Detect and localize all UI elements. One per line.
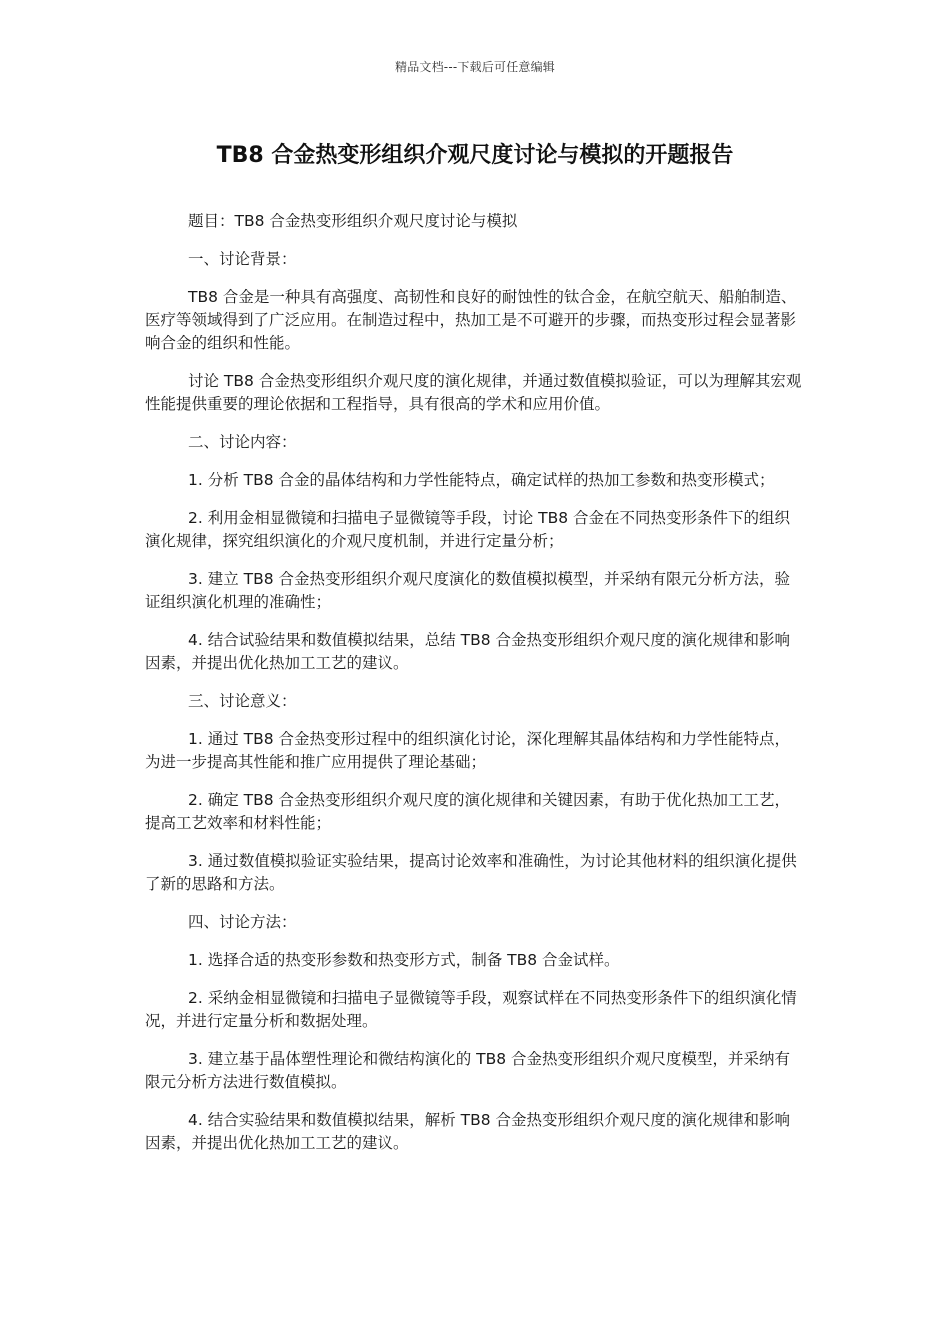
- content-item: 2. 利用金相显微镜和扫描电子显微镜等手段，讨论 TB8 合金在不同热变形条件下的组织演化规律，探究组织演化的介观尺度机制，并进行定量分析；: [145, 509, 791, 550]
- significance-item: 3. 通过数值模拟验证实验结果，提高讨论效率和准确性，为讨论其他材料的组织演化提供了新的思路和方法。: [145, 852, 797, 893]
- section-heading-significance: 三、讨论意义：: [188, 692, 297, 710]
- method-item: 1. 选择合适的热变形参数和热变形方式，制备 TB8 合金试样。: [188, 951, 620, 969]
- content-item: 4. 结合试验结果和数值模拟结果，总结 TB8 合金热变形组织介观尺度的演化规律和影响因素，并提出优化热加工工艺的建议。: [145, 631, 791, 672]
- content-item: 3. 建立 TB8 合金热变形组织介观尺度演化的数值模拟模型，并采纳有限元分析方法，验证组织演化机理的准确性；: [145, 570, 791, 611]
- section-heading-methods: 四、讨论方法：: [188, 913, 297, 931]
- content-item: 1. 分析 TB8 合金的晶体结构和力学性能特点，确定试样的热加工参数和热变形模式；: [188, 471, 775, 489]
- header-note: 精品文档---下载后可任意编辑: [395, 60, 555, 74]
- background-paragraph: TB8 合金是一种具有高强度、高韧性和良好的耐蚀性的钛合金，在航空航天、船舶制造、医疗等领域得到了广泛应用。在制造过程中，热加工是不可避开的步骤，而热变形过程会显著影响合金的组织和性能。: [145, 288, 797, 352]
- significance-item: 2. 确定 TB8 合金热变形组织介观尺度的演化规律和关键因素，有助于优化热加工工艺，提高工艺效率和材料性能；: [145, 791, 791, 832]
- background-paragraph: 讨论 TB8 合金热变形组织介观尺度的演化规律，并通过数值模拟验证，可以为理解其宏观性能提供重要的理论依据和工程指导，具有很高的学术和应用价值。: [145, 372, 802, 413]
- section-heading-background: 一、讨论背景：: [188, 250, 297, 268]
- method-item: 4. 结合实验结果和数值模拟结果，解析 TB8 合金热变形组织介观尺度的演化规律和影响因素，并提出优化热加工工艺的建议。: [145, 1111, 791, 1152]
- significance-item: 1. 通过 TB8 合金热变形过程中的组织演化讨论，深化理解其晶体结构和力学性能特点，为进一步提高其性能和推广应用提供了理论基础；: [145, 730, 791, 771]
- method-item: 2. 采纳金相显微镜和扫描电子显微镜等手段，观察试样在不同热变形条件下的组织演化情况，并进行定量分析和数据处理。: [145, 989, 797, 1030]
- section-heading-content: 二、讨论内容：: [188, 433, 297, 451]
- method-item: 3. 建立基于晶体塑性理论和微结构演化的 TB8 合金热变形组织介观尺度模型，并采纳有限元分析方法进行数值模拟。: [145, 1050, 791, 1091]
- topic-line: 题目：TB8 合金热变形组织介观尺度讨论与模拟: [188, 212, 518, 230]
- document-title: TB8 合金热变形组织介观尺度讨论与模拟的开题报告: [216, 143, 734, 168]
- document-body: [145, 210, 805, 1170]
